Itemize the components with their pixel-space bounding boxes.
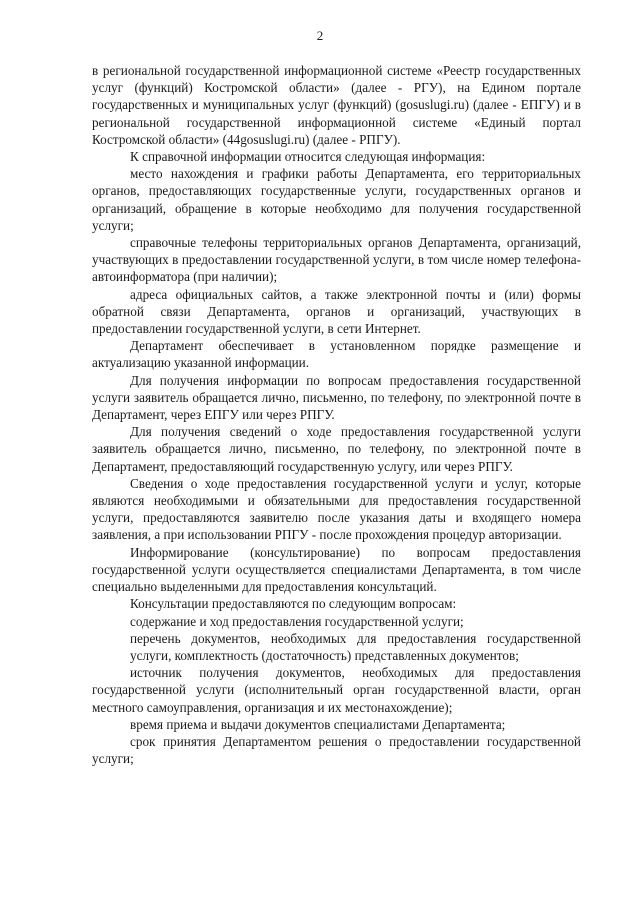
paragraph: время приема и выдачи документов специалистами Департамента; bbox=[130, 716, 506, 732]
paragraph: Для получения сведений о ходе предоставления государственной услуги заявитель обращается лично, письменно, по телефону, по электронной почте в Департамент, предоставляющий государственную услугу, или через РПГУ. bbox=[92, 424, 581, 474]
paragraph: Сведения о ходе предоставления государственной услуги и услуг, которые являются необходимыми и обязательными для предоставления государственной услуги, предоставляются заявителю после указания даты и входящего номера заявления, а при использовании РПГУ - после прохождения процедур авторизации. bbox=[92, 475, 581, 543]
paragraph: перечень документов, необходимых для предоставления государственной услуги, комплектность (достаточность) представленных документов; bbox=[130, 630, 581, 663]
document-body bbox=[92, 62, 581, 767]
paragraph: Информирование (консультирование) по вопросам предоставления государственной услуги осуществляется специалистами Департамента, в том числе специально выделенными для предоставления консультаций. bbox=[92, 544, 581, 595]
paragraph: срок принятия Департаментом решения о предоставлении государственной услуги; bbox=[92, 733, 581, 767]
paragraph: источник получения документов, необходимых для предоставления государственной услуги (исполнительный орган государственной власти, орган местного самоуправления, организация и их местонахождение); bbox=[92, 665, 581, 715]
page-number: 2 bbox=[316, 28, 324, 43]
paragraph: К справочной информации относится следующая информация: bbox=[130, 149, 486, 165]
paragraph: содержание и ход предоставления государственной услуги; bbox=[130, 613, 464, 629]
paragraph: Департамент обеспечивает в установленном порядке размещение и актуализацию указанной информации. bbox=[92, 338, 581, 371]
paragraph: место нахождения и графики работы Департамента, его территориальных органов, предоставляющих государственные услуги, государственных органов и организаций, обращение в которые необходимо для получения государственной услуги; bbox=[92, 166, 581, 233]
paragraph: Консультации предоставляются по следующим вопросам: bbox=[130, 596, 457, 612]
paragraph: в региональной государственной информационной системе «Реестр государственных услуг (функций) Костромской области» (далее - РГУ), на Едином портале государственных и муниципальных услуг (функций) (gosuslugi.ru) (далее - ЕПГУ) и в региональной государственной информационной системе «Единый портал Костромской области» (44gosuslugi.ru) (далее - РПГУ). bbox=[92, 63, 581, 147]
paragraph: Для получения информации по вопросам предоставления государственной услуги заявитель обращается лично, письменно, по телефону, по электронной почте в Департамент, через ЕПГУ или через РПГУ. bbox=[92, 372, 581, 423]
paragraph: справочные телефоны территориальных органов Департамента, организаций, участвующих в предоставлении государственной услуги, в том числе номер телефона-автоинформатора (при наличии); bbox=[92, 235, 581, 285]
paragraph: адреса официальных сайтов, а также электронной почты и (или) формы обратной связи Департамента, органов и организаций, участвующих в предоставлении государственной услуги, в сети Интернет. bbox=[92, 286, 581, 337]
